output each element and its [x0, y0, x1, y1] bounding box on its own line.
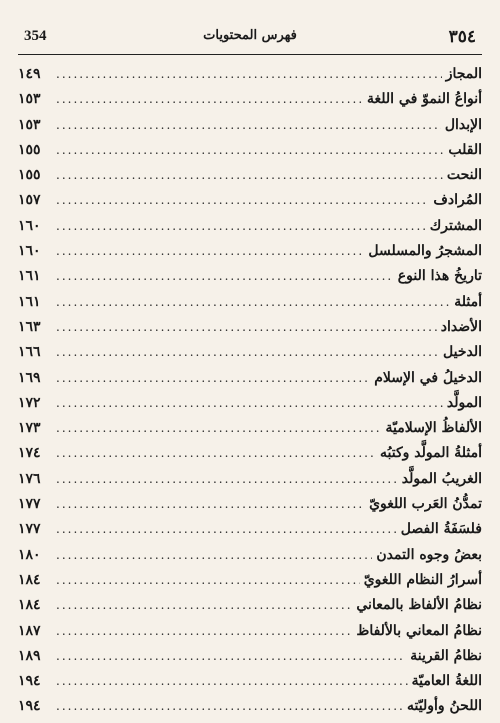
dot-leader [56, 694, 403, 719]
running-header [18, 28, 482, 55]
toc-entry-page-number: ١٩٤ [18, 698, 41, 715]
dot-leader [56, 366, 370, 391]
dot-leader [56, 467, 398, 492]
toc-entry-title: بعضُ وجوه التمدن [376, 546, 482, 563]
toc-entry-title: المُرادف [433, 192, 482, 209]
toc-entry [18, 163, 482, 188]
toc-entry [18, 366, 482, 391]
dot-leader [56, 163, 443, 188]
toc-entry-title: الغريبُ المولَّد [401, 470, 482, 487]
toc-entry [18, 62, 482, 87]
dot-leader [56, 568, 360, 593]
toc-entry [18, 593, 482, 618]
toc-entry-page-number: ١٥٥ [18, 141, 41, 158]
toc-entry [18, 340, 482, 365]
dot-leader [56, 593, 352, 618]
toc-entry-title: اللحنُ وأوليّته [407, 698, 482, 715]
toc-entry-page-number: ١٥٧ [18, 192, 41, 209]
page-number-latin: 354 [24, 28, 47, 44]
toc-entry-title: أسرارُ النظام اللغويّ [363, 571, 482, 588]
dot-leader [56, 264, 394, 289]
dot-leader [56, 87, 363, 112]
toc-entry [18, 568, 482, 593]
toc-entry-page-number: ١٧٧ [18, 496, 41, 513]
dot-leader [56, 62, 442, 87]
toc-entry-title: نظامُ المعاني بالألفاظ [356, 622, 482, 639]
toc-entry-page-number: ١٨٠ [18, 546, 41, 563]
dot-leader [56, 669, 408, 694]
toc-entry-title: نظامُ القرينة [410, 647, 482, 664]
dot-leader [56, 138, 444, 163]
page-number-arabic: ٣٥٤ [448, 27, 476, 47]
toc-entry-page-number: ١٧٦ [18, 470, 41, 487]
dot-leader [56, 340, 439, 365]
toc-entry-page-number: ١٥٣ [18, 91, 41, 108]
toc-entry-page-number: ١٤٩ [18, 66, 41, 82]
toc-entry-page-number: ١٥٥ [18, 167, 41, 184]
toc-entry [18, 214, 482, 239]
toc-entry-page-number: ١٨٧ [18, 622, 41, 639]
dot-leader [56, 315, 437, 340]
toc-entry-page-number: ١٨٤ [18, 597, 41, 614]
dot-leader [56, 517, 397, 542]
toc-entry-title: أمثلة [454, 293, 482, 310]
toc-entry-page-number: ١٦٠ [18, 217, 41, 234]
toc-entry [18, 619, 482, 644]
toc-entry-page-number: ١٩٤ [18, 673, 41, 690]
toc-entry [18, 138, 482, 163]
toc-entry-title: الدخيل [443, 344, 482, 361]
toc-entry-title: أنواعُ النموّ في اللغة [366, 91, 482, 108]
toc-entry-page-number: ١٦٦ [18, 344, 41, 361]
toc-entry [18, 467, 482, 492]
toc-entry-page-number: ١٦٠ [18, 243, 41, 260]
toc-entry [18, 391, 482, 416]
toc-entry [18, 315, 482, 340]
toc-entry-page-number: ١٨٤ [18, 571, 41, 588]
toc-entry-title: نظامُ الألفاظ بالمعاني [356, 597, 482, 614]
dot-leader [56, 188, 429, 213]
toc-entry-page-number: ١٦٩ [18, 369, 41, 386]
toc-entry-title: القلب [448, 141, 482, 158]
toc-entry-page-number: ١٧٧ [18, 521, 41, 538]
toc-entry [18, 517, 482, 542]
toc-entry [18, 87, 482, 112]
toc-entry-page-number: ١٦٣ [18, 318, 41, 335]
dot-leader [56, 543, 372, 568]
dot-leader [56, 113, 441, 138]
header-title: فهرس المحتويات [203, 28, 297, 43]
dot-leader [56, 391, 443, 416]
dot-leader [56, 644, 406, 669]
toc-entry [18, 113, 482, 138]
toc-entry-title: الإبدال [444, 116, 482, 133]
toc-entry [18, 239, 482, 264]
toc-entry-page-number: ١٦١ [18, 268, 41, 285]
toc-entry [18, 264, 482, 289]
toc-entry-title: تمدُّنُ العَرب اللغويّ [369, 496, 482, 513]
toc-entry-title: الأضداد [440, 318, 482, 335]
toc-entry-title: الألفاظُ الإسلاميّة [385, 420, 482, 437]
toc-entry-title: تاريخُ هذا النوع [397, 268, 482, 285]
toc-entry-page-number: ١٨٩ [18, 647, 41, 664]
toc-entry-title: المشجرُ والمسلسل [368, 243, 482, 260]
toc-entry-page-number: ١٧٣ [18, 420, 41, 437]
toc-entry-title: الدخيلُ في الإسلام [374, 369, 482, 386]
toc-entry [18, 543, 482, 568]
toc-entry-title: المشترك [429, 217, 482, 234]
dot-leader [56, 492, 365, 517]
toc-entry [18, 441, 482, 466]
dot-leader [56, 290, 450, 315]
toc-entry [18, 416, 482, 441]
dot-leader [56, 239, 364, 264]
toc-entry [18, 644, 482, 669]
toc-entry [18, 669, 482, 694]
dot-leader [56, 619, 352, 644]
dot-leader [56, 416, 382, 441]
dot-leader [56, 441, 376, 466]
toc-entry-title: اللغةُ العاميّة [411, 673, 482, 690]
table-of-contents [18, 62, 482, 720]
toc-entry-title: أمثلةُ المولَّد وكتبُه [380, 445, 482, 462]
toc-entry-title: النحت [446, 167, 482, 184]
toc-entry [18, 290, 482, 315]
toc-entry [18, 492, 482, 517]
dot-leader [56, 214, 426, 239]
toc-entry-title: المولَّد [446, 394, 482, 411]
toc-entry-page-number: ١٧٤ [18, 445, 41, 462]
toc-entry [18, 694, 482, 719]
toc-entry-title: فلسَفَةُ الفصل [400, 521, 482, 538]
toc-entry [18, 188, 482, 213]
toc-entry-page-number: ١٦١ [18, 293, 41, 310]
toc-entry-page-number: ١٧٢ [18, 394, 41, 411]
toc-entry-title: المجاز [445, 66, 482, 82]
toc-entry-page-number: ١٥٣ [18, 116, 41, 133]
